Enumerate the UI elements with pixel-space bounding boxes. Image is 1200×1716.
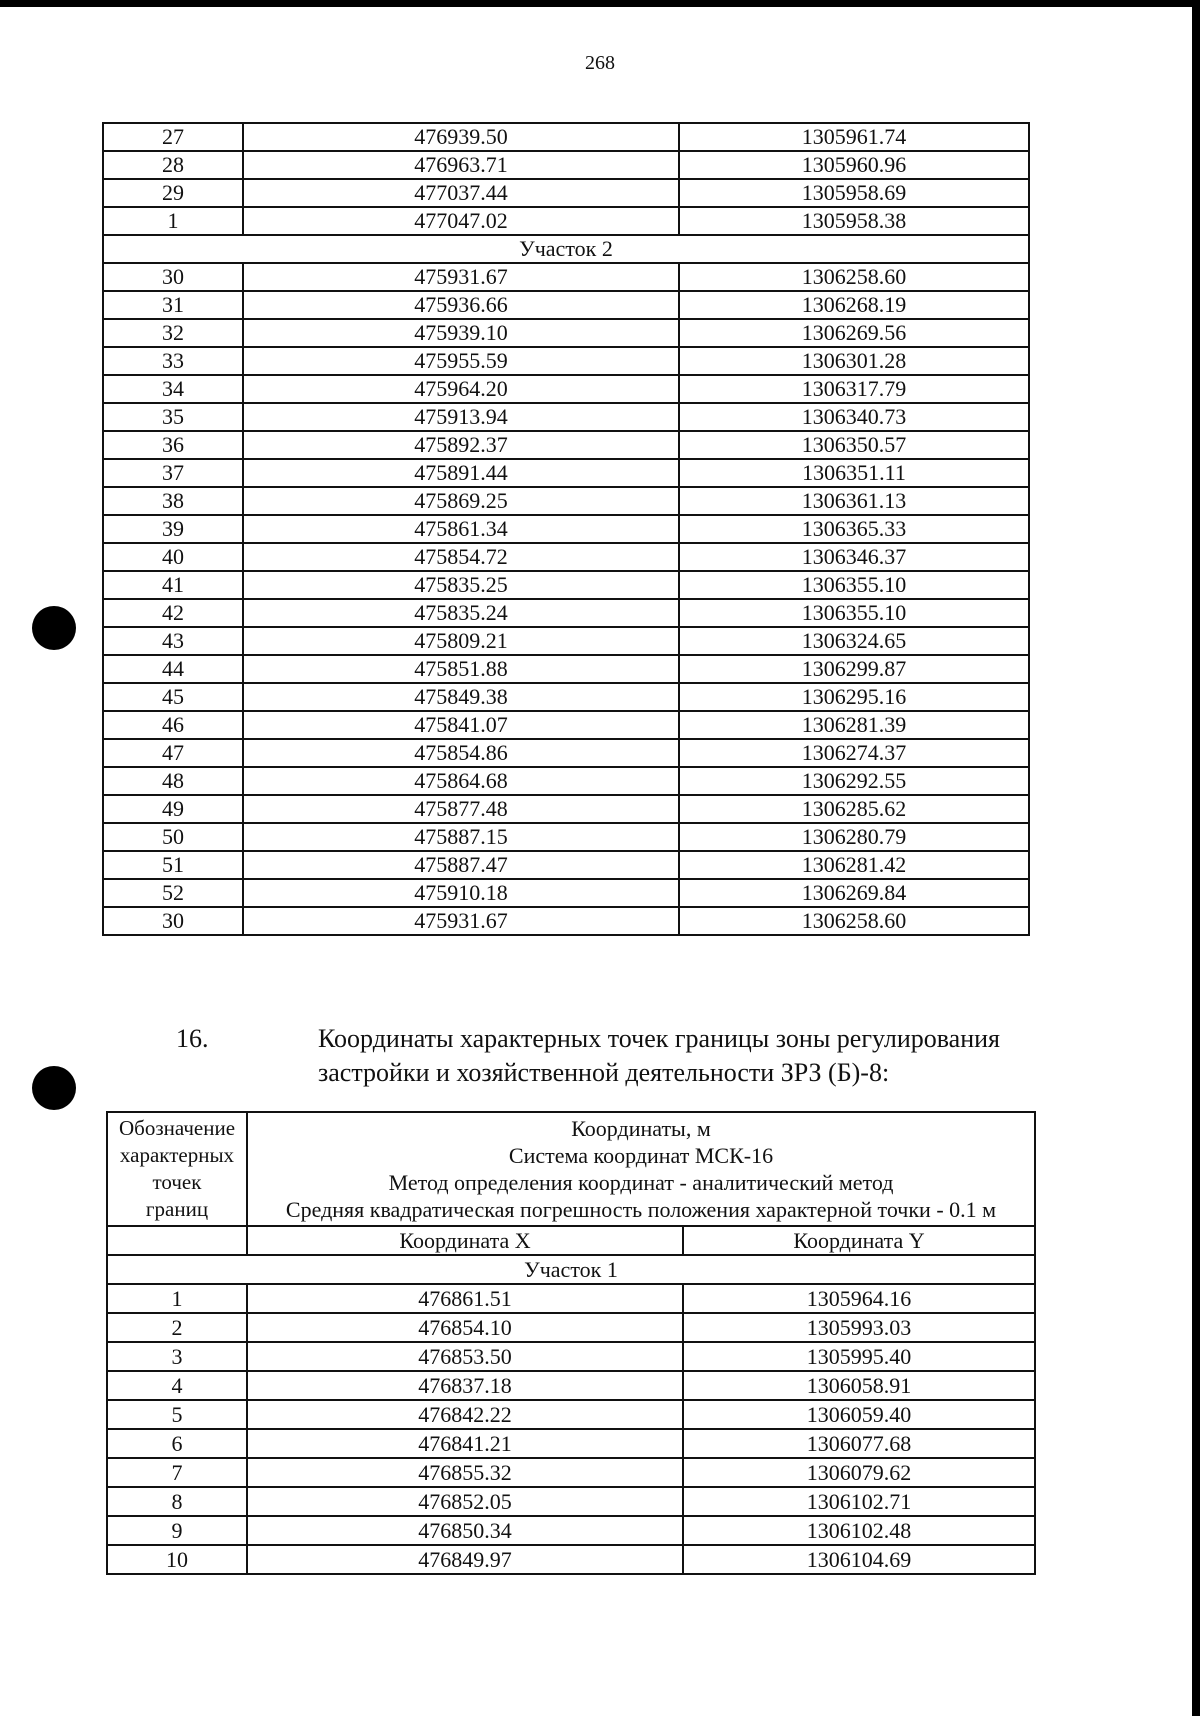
coordinate-y-cell: 1306268.19 <box>679 291 1029 319</box>
coordinate-x-cell: 475936.66 <box>243 291 679 319</box>
section-title: Координаты характерных точек границы зоны регулирования застройки и хозяйственной деятельности ЗРЗ (Б)-8: <box>318 1024 1000 1087</box>
point-number-cell: 31 <box>103 291 243 319</box>
column-header-row <box>107 1226 1035 1255</box>
point-number-cell: 1 <box>107 1284 247 1313</box>
punch-hole-icon <box>32 1066 76 1110</box>
coordinate-x-cell: 476849.97 <box>247 1545 683 1574</box>
table-row <box>103 319 1029 347</box>
table-row <box>107 1487 1035 1516</box>
coordinate-y-cell: 1306355.10 <box>679 599 1029 627</box>
point-number-cell: 4 <box>107 1371 247 1400</box>
point-number-cell: 36 <box>103 431 243 459</box>
coordinate-y-cell: 1306281.39 <box>679 711 1029 739</box>
table-row <box>103 739 1029 767</box>
coordinate-x-cell: 475809.21 <box>243 627 679 655</box>
coordinate-x-cell: 476852.05 <box>247 1487 683 1516</box>
table-row <box>103 851 1029 879</box>
point-number-cell: 29 <box>103 179 243 207</box>
point-number-cell: 40 <box>103 543 243 571</box>
coordinate-y-cell: 1306285.62 <box>679 795 1029 823</box>
table-row <box>103 627 1029 655</box>
coordinate-y-cell: 1306324.65 <box>679 627 1029 655</box>
coordinate-y-cell: 1306299.87 <box>679 655 1029 683</box>
coordinate-y-cell: 1306350.57 <box>679 431 1029 459</box>
point-number-cell: 9 <box>107 1516 247 1545</box>
coordinate-x-cell: 476853.50 <box>247 1342 683 1371</box>
coordinate-y-cell: 1306317.79 <box>679 375 1029 403</box>
coordinate-x-cell: 475861.34 <box>243 515 679 543</box>
column-header-y: Координата Y <box>683 1226 1035 1255</box>
coordinate-x-cell: 475931.67 <box>243 263 679 291</box>
section-row <box>103 235 1029 263</box>
table-row <box>103 179 1029 207</box>
coordinate-y-cell: 1306258.60 <box>679 263 1029 291</box>
coordinate-y-cell: 1306340.73 <box>679 403 1029 431</box>
coordinate-x-cell: 475887.15 <box>243 823 679 851</box>
coordinate-x-cell: 476861.51 <box>247 1284 683 1313</box>
coordinate-y-cell: 1306058.91 <box>683 1371 1035 1400</box>
point-number-cell: 46 <box>103 711 243 739</box>
coordinate-x-cell: 475841.07 <box>243 711 679 739</box>
point-number-cell: 6 <box>107 1429 247 1458</box>
point-number-cell: 28 <box>103 151 243 179</box>
table-row <box>107 1458 1035 1487</box>
coordinate-x-cell: 475851.88 <box>243 655 679 683</box>
point-number-cell: 34 <box>103 375 243 403</box>
coordinate-y-cell: 1306102.48 <box>683 1516 1035 1545</box>
section-row <box>107 1255 1035 1284</box>
coordinate-y-cell: 1305958.38 <box>679 207 1029 235</box>
coordinate-x-cell: 476855.32 <box>247 1458 683 1487</box>
table-row <box>103 571 1029 599</box>
table-header-row <box>107 1112 1035 1226</box>
table-row <box>107 1545 1035 1574</box>
coordinate-y-cell: 1305993.03 <box>683 1313 1035 1342</box>
table-row <box>103 599 1029 627</box>
coordinate-x-cell: 475877.48 <box>243 795 679 823</box>
point-number-cell: 7 <box>107 1458 247 1487</box>
coordinate-y-cell: 1305961.74 <box>679 123 1029 151</box>
point-number-cell: 10 <box>107 1545 247 1574</box>
coordinate-x-cell: 475931.67 <box>243 907 679 935</box>
table-row <box>107 1284 1035 1313</box>
coordinate-x-cell: 475913.94 <box>243 403 679 431</box>
point-number-cell: 30 <box>103 263 243 291</box>
scan-border-right <box>1192 0 1200 1716</box>
coordinate-x-cell: 475854.72 <box>243 543 679 571</box>
coordinate-x-cell: 476841.21 <box>247 1429 683 1458</box>
empty-header-cell <box>107 1226 247 1255</box>
point-number-cell: 47 <box>103 739 243 767</box>
point-number-cell: 49 <box>103 795 243 823</box>
point-number-cell: 2 <box>107 1313 247 1342</box>
table-row <box>103 403 1029 431</box>
table-row <box>107 1313 1035 1342</box>
coordinate-y-cell: 1306274.37 <box>679 739 1029 767</box>
coordinate-y-cell: 1306292.55 <box>679 767 1029 795</box>
point-number-cell: 51 <box>103 851 243 879</box>
point-number-cell: 50 <box>103 823 243 851</box>
coordinate-x-cell: 477037.44 <box>243 179 679 207</box>
coordinate-y-cell: 1305958.69 <box>679 179 1029 207</box>
point-number-cell: 41 <box>103 571 243 599</box>
table-row <box>103 655 1029 683</box>
coordinate-x-cell: 475891.44 <box>243 459 679 487</box>
coordinate-y-cell: 1306102.71 <box>683 1487 1035 1516</box>
point-number-cell: 45 <box>103 683 243 711</box>
point-number-cell: 5 <box>107 1400 247 1429</box>
point-number-cell: 33 <box>103 347 243 375</box>
table-row <box>103 515 1029 543</box>
coordinate-y-cell: 1306355.10 <box>679 571 1029 599</box>
coordinate-y-cell: 1305995.40 <box>683 1342 1035 1371</box>
coordinate-x-cell: 475910.18 <box>243 879 679 907</box>
table-row <box>103 879 1029 907</box>
table-row <box>107 1371 1035 1400</box>
coordinate-y-cell: 1306280.79 <box>679 823 1029 851</box>
table-row <box>103 907 1029 935</box>
point-number-cell: 3 <box>107 1342 247 1371</box>
table-row <box>103 767 1029 795</box>
coordinate-y-cell: 1305960.96 <box>679 151 1029 179</box>
table-row <box>103 207 1029 235</box>
point-number-cell: 1 <box>103 207 243 235</box>
table-row <box>103 263 1029 291</box>
coordinate-y-cell: 1306351.11 <box>679 459 1029 487</box>
table-row <box>103 347 1029 375</box>
coordinate-x-cell: 475849.38 <box>243 683 679 711</box>
coordinate-x-cell: 476854.10 <box>247 1313 683 1342</box>
table-row <box>103 291 1029 319</box>
table-row <box>103 151 1029 179</box>
table-row <box>103 487 1029 515</box>
point-number-cell: 30 <box>103 907 243 935</box>
coordinate-y-cell: 1306079.62 <box>683 1458 1035 1487</box>
coordinate-x-cell: 475869.25 <box>243 487 679 515</box>
table-row <box>103 375 1029 403</box>
point-number-cell: 42 <box>103 599 243 627</box>
point-number-cell: 48 <box>103 767 243 795</box>
coordinates-table-continued <box>102 122 1030 936</box>
coordinate-y-cell: 1306361.13 <box>679 487 1029 515</box>
table-row <box>103 123 1029 151</box>
coordinate-x-cell: 476837.18 <box>247 1371 683 1400</box>
section-label: Участок 2 <box>103 235 1029 263</box>
coordinate-y-cell: 1305964.16 <box>683 1284 1035 1313</box>
coordinate-x-cell: 477047.02 <box>243 207 679 235</box>
coordinate-y-cell: 1306059.40 <box>683 1400 1035 1429</box>
punch-hole-icon <box>32 606 76 650</box>
coordinate-x-cell: 476963.71 <box>243 151 679 179</box>
point-number-cell: 27 <box>103 123 243 151</box>
point-number-cell: 44 <box>103 655 243 683</box>
point-number-cell: 38 <box>103 487 243 515</box>
coordinates-table-zrz-b8 <box>106 1111 1036 1575</box>
point-number-cell: 52 <box>103 879 243 907</box>
coordinate-y-cell: 1306269.84 <box>679 879 1029 907</box>
table-row <box>107 1342 1035 1371</box>
coordinate-x-cell: 475864.68 <box>243 767 679 795</box>
coordinate-y-cell: 1306365.33 <box>679 515 1029 543</box>
point-number-cell: 43 <box>103 627 243 655</box>
coordinate-y-cell: 1306104.69 <box>683 1545 1035 1574</box>
section-number: 16. <box>176 1024 209 1053</box>
coordinate-x-cell: 475964.20 <box>243 375 679 403</box>
coordinate-x-cell: 476850.34 <box>247 1516 683 1545</box>
coordinate-y-cell: 1306295.16 <box>679 683 1029 711</box>
coordinate-x-cell: 475955.59 <box>243 347 679 375</box>
table-row <box>107 1429 1035 1458</box>
coordinate-x-cell: 475939.10 <box>243 319 679 347</box>
table-row <box>103 459 1029 487</box>
coordinate-x-cell: 475835.24 <box>243 599 679 627</box>
coordinate-y-cell: 1306269.56 <box>679 319 1029 347</box>
point-number-cell: 35 <box>103 403 243 431</box>
section-label: Участок 1 <box>107 1255 1035 1284</box>
scan-border-top <box>0 0 1200 7</box>
point-number-cell: 8 <box>107 1487 247 1516</box>
coordinates-info-header: Координаты, м Система координат МСК-16 Метод определения координат - аналитический метод Средняя квадратическая погрешность положения характерной точки - 0.1 м <box>247 1112 1035 1226</box>
coordinate-x-cell: 475854.86 <box>243 739 679 767</box>
table-row <box>103 543 1029 571</box>
coordinate-x-cell: 475887.47 <box>243 851 679 879</box>
coordinate-y-cell: 1306301.28 <box>679 347 1029 375</box>
coordinate-y-cell: 1306346.37 <box>679 543 1029 571</box>
point-number-cell: 37 <box>103 459 243 487</box>
coordinate-x-cell: 476939.50 <box>243 123 679 151</box>
table-row <box>103 431 1029 459</box>
column-header-x: Координата X <box>247 1226 683 1255</box>
coordinate-x-cell: 476842.22 <box>247 1400 683 1429</box>
table-row <box>107 1516 1035 1545</box>
point-number-cell: 39 <box>103 515 243 543</box>
coordinate-x-cell: 475892.37 <box>243 431 679 459</box>
table-row <box>107 1400 1035 1429</box>
point-number-cell: 32 <box>103 319 243 347</box>
coordinate-x-cell: 475835.25 <box>243 571 679 599</box>
table-row <box>103 823 1029 851</box>
table-row <box>103 711 1029 739</box>
point-designation-header: Обозначение характерных точек границ <box>107 1112 247 1226</box>
page-number: 268 <box>585 52 615 74</box>
table-row <box>103 683 1029 711</box>
coordinate-y-cell: 1306281.42 <box>679 851 1029 879</box>
coordinate-y-cell: 1306258.60 <box>679 907 1029 935</box>
coordinate-y-cell: 1306077.68 <box>683 1429 1035 1458</box>
table-row <box>103 795 1029 823</box>
